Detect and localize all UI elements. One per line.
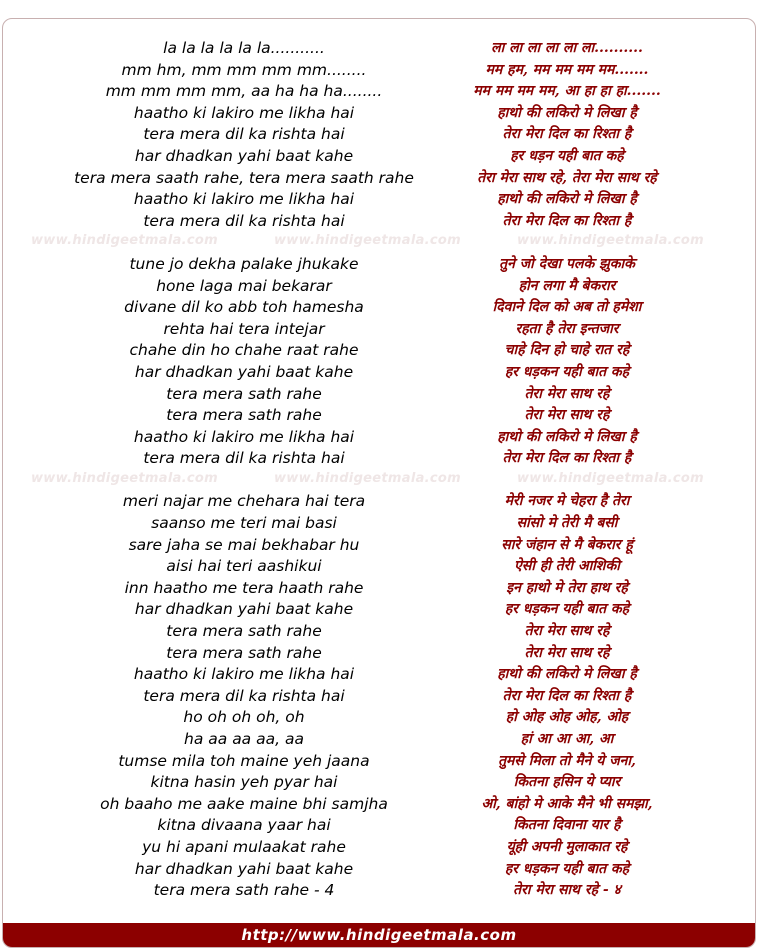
lyric-line-hindi: तेरा मेरा साथ रहे (524, 407, 610, 424)
lyric-line-hindi: इन हाथो मे तेरा हाथ रहे (506, 579, 628, 596)
lyric-line: yu hi apani mulaakat rahe (142, 837, 346, 856)
lyric-line: tera mera saath rahe, tera mera saath rahe (74, 168, 414, 187)
lyric-line-hindi: यूंही अपनी मुलाकात रहे (506, 838, 628, 855)
lyric-line: tera mera dil ka rishta hai (143, 449, 345, 468)
lyric-line: tera mera sath rahe (166, 406, 322, 425)
watermark-text: www.hindigeetmala.com (517, 471, 704, 486)
watermark-text: www.hindigeetmala.com (31, 471, 218, 486)
lyric-line: ha aa aa aa, aa (184, 730, 304, 748)
hindi-lyrics-column (411, 38, 723, 902)
lyrics-card (2, 18, 756, 948)
lyric-line-hindi: तेरा मेरा साथ रहे, तेरा मेरा साथ रहे (477, 169, 657, 186)
lyric-line: haatho ki lakiro me likha hai (133, 103, 355, 122)
lyric-line: tera mera sath rahe (166, 643, 322, 662)
lyric-line: har dhadkan yahi baat kahe (134, 146, 354, 165)
lyric-line-hindi: हो ओह ओह ओह, ओह (505, 709, 629, 726)
watermark-text: www.hindigeetmala.com (274, 471, 461, 486)
lyric-line-hindi: रहता है तेरा इन्तजार (515, 320, 619, 337)
lyric-line-hindi: तेरा मेरा दिल का रिश्ता है (502, 687, 632, 704)
watermark-row (3, 233, 756, 248)
lyric-line-hindi: मम हम, मम मम मम मम....... (485, 61, 649, 78)
watermark-text: www.hindigeetmala.com (31, 233, 218, 248)
lyric-line: sare jaha se mai bekhabar hu (128, 535, 360, 554)
lyric-line: tera mera sath rahe - 4 (153, 881, 335, 900)
lyric-line-hindi: हर धड़न यही बात कहे (510, 147, 624, 164)
lyric-line: divane dil ko abb toh hamesha (124, 298, 364, 317)
lyric-line: tumse mila toh maine yeh jaana (118, 751, 370, 770)
lyric-line-hindi: ओ, बांहो मे आके मैने भी समझा, (481, 795, 653, 812)
lyric-line-hindi: होन लगा मै बेकरार (518, 277, 616, 294)
lyric-line: haatho ki lakiro me likha hai (133, 190, 355, 209)
lyric-line: kitna hasin yeh pyar hai (150, 773, 338, 792)
lyric-line-hindi: मम मम मम मम, आ हा हा हा....... (473, 83, 661, 100)
lyric-line: kitna divaana yaar hai (157, 816, 331, 835)
lyric-line-hindi: दिवाने दिल को अब तो हमेशा (492, 299, 642, 316)
lyric-line: tera mera dil ka rishta hai (143, 211, 345, 230)
lyric-line: har dhadkan yahi baat kahe (134, 600, 354, 619)
lyric-line-hindi: सांसो मे तेरी मै बसी (516, 515, 618, 532)
lyric-line: tune jo dekha palake jhukake (129, 254, 359, 273)
lyric-line: inn haatho me tera haath rahe (124, 578, 364, 597)
lyric-line: mm hm, mm mm mm mm........ (121, 60, 367, 79)
lyric-line-hindi: हाथो की लकिरो मे लिखा है (497, 191, 637, 208)
lyric-line: tera mera sath rahe (166, 622, 322, 641)
lyric-line: rehta hai tera intejar (163, 319, 325, 338)
lyric-line-hindi: तुने जो देखा पलके झुकाके (499, 255, 635, 272)
footer-bar (3, 923, 755, 947)
lyric-line-hindi: हां आ आ आ, आ (520, 731, 614, 747)
lyric-line: aisi hai teri aashikui (166, 557, 322, 576)
lyric-line-hindi: सारे जंहान से मै बेकरार हूं (501, 536, 633, 553)
lyric-line-hindi: ऐसी ही तेरी आशिकी (514, 558, 620, 575)
lyric-line-hindi: कितना दिवाना यार है (513, 817, 621, 834)
lyric-line-hindi: तेरा मेरा साथ रहे - ४ (513, 882, 621, 899)
lyric-line-hindi: चाहे दिन हो चाहे रात रहे (504, 342, 630, 359)
lyric-line: haatho ki lakiro me likha hai (133, 665, 355, 684)
lyric-line: meri najar me chehara hai tera (122, 492, 366, 511)
lyric-line-hindi: तेरा मेरा साथ रहे (524, 385, 610, 402)
stanza-1-hindi (411, 38, 723, 232)
lyric-line: tera mera dil ka rishta hai (143, 686, 345, 705)
lyric-line-hindi: हाथो की लकिरो मे लिखा है (497, 104, 637, 121)
stanza-3-hindi (411, 491, 723, 901)
lyric-line-hindi: कितना हसिन ये प्यार (513, 774, 621, 791)
lyric-line-hindi: तुमसे मिला तो मैने ये जना, (498, 752, 636, 769)
lyric-line-hindi: तेरा मेरा साथ रहे (524, 644, 610, 661)
watermark-text: www.hindigeetmala.com (517, 233, 704, 248)
lyric-line-hindi: तेरा मेरा दिल का रिश्ता है (502, 126, 632, 143)
lyric-line: la la la la la la........... (163, 39, 325, 57)
watermark-text: www.hindigeetmala.com (274, 233, 461, 248)
lyric-line: chahe din ho chahe raat rahe (129, 341, 359, 360)
lyric-line: har dhadkan yahi baat kahe (134, 362, 354, 381)
lyric-line-hindi: मेरी नजर मे चेहरा है तेरा (504, 493, 630, 510)
lyric-line-hindi: तेरा मेरा दिल का रिश्ता है (502, 212, 632, 229)
lyric-line-hindi: हाथो की लकिरो मे लिखा है (497, 666, 637, 683)
lyric-line: tera mera sath rahe (166, 384, 322, 403)
lyric-line-hindi: ला ला ला ला ला ला.......... (491, 40, 643, 56)
lyric-line: mm mm mm mm, aa ha ha ha........ (105, 82, 383, 101)
watermark-row (3, 471, 756, 486)
lyric-line: haatho ki lakiro me likha hai (133, 427, 355, 446)
lyric-line-hindi: तेरा मेरा दिल का रिश्ता है (502, 450, 632, 467)
lyric-line-hindi: हाथो की लकिरो मे लिखा है (497, 428, 637, 445)
lyric-line: saanso me teri mai basi (151, 514, 337, 533)
lyric-line-hindi: तेरा मेरा साथ रहे (524, 623, 610, 640)
footer-url[interactable]: http://www.hindigeetmala.com (241, 926, 517, 944)
lyric-line-hindi: हर धड़कन यही बात कहे (504, 601, 630, 618)
lyric-line: tera mera dil ka rishta hai (143, 125, 345, 144)
lyric-line: oh baaho me aake maine bhi samjha (100, 794, 388, 813)
stanza-2-hindi (411, 254, 723, 470)
lyric-line: ho oh oh oh, oh (183, 708, 305, 727)
lyric-line-hindi: हर धड़कन यही बात कहे (504, 860, 630, 877)
lyric-line: har dhadkan yahi baat kahe (134, 859, 354, 878)
lyric-line: hone laga mai bekarar (156, 276, 332, 295)
lyric-line-hindi: हर धड़कन यही बात कहे (504, 363, 630, 380)
